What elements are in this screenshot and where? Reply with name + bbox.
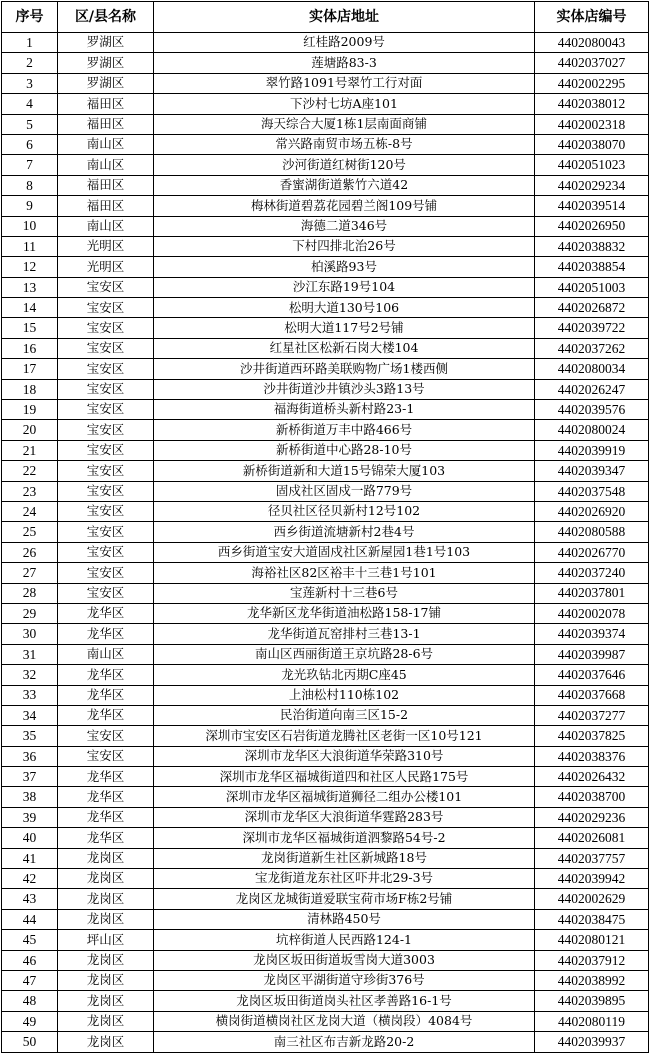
cell-address: 沙井街道沙井镇沙头3路13号 xyxy=(154,379,535,399)
cell-district: 宝安区 xyxy=(58,461,154,481)
cell-index: 7 xyxy=(2,155,58,175)
table-row xyxy=(2,991,649,1011)
cell-district: 福田区 xyxy=(58,175,154,195)
cell-index: 38 xyxy=(2,787,58,807)
table-row xyxy=(2,807,649,827)
cell-address: 深圳市龙华区福城街道泗黎路54号-2 xyxy=(154,828,535,848)
cell-code: 4402029234 xyxy=(535,175,649,195)
header-index: 序号 xyxy=(2,2,58,33)
table-row xyxy=(2,94,649,114)
cell-district: 福田区 xyxy=(58,94,154,114)
table-row xyxy=(2,175,649,195)
cell-code: 4402051023 xyxy=(535,155,649,175)
cell-code: 4402026081 xyxy=(535,828,649,848)
cell-district: 光明区 xyxy=(58,236,154,256)
cell-code: 4402080034 xyxy=(535,359,649,379)
cell-index: 28 xyxy=(2,583,58,603)
cell-code: 4402051003 xyxy=(535,277,649,297)
cell-address: 柏溪路93号 xyxy=(154,257,535,277)
cell-district: 南山区 xyxy=(58,134,154,154)
table-row xyxy=(2,481,649,501)
cell-code: 4402039576 xyxy=(535,400,649,420)
cell-index: 48 xyxy=(2,991,58,1011)
cell-code: 4402080043 xyxy=(535,33,649,53)
cell-index: 49 xyxy=(2,1011,58,1031)
cell-district: 宝安区 xyxy=(58,379,154,399)
cell-index: 33 xyxy=(2,685,58,705)
table-row xyxy=(2,461,649,481)
cell-code: 4402026950 xyxy=(535,216,649,236)
cell-index: 6 xyxy=(2,134,58,154)
cell-district: 宝安区 xyxy=(58,726,154,746)
cell-district: 龙岗区 xyxy=(58,970,154,990)
table-row xyxy=(2,563,649,583)
cell-address: 清林路450号 xyxy=(154,909,535,929)
cell-code: 4402080024 xyxy=(535,420,649,440)
cell-address: 沙河街道红树街120号 xyxy=(154,155,535,175)
cell-address: 沙井街道西环路美联购物广场1楼西侧 xyxy=(154,359,535,379)
table-row xyxy=(2,644,649,664)
cell-district: 宝安区 xyxy=(58,298,154,318)
table-row xyxy=(2,583,649,603)
cell-district: 光明区 xyxy=(58,257,154,277)
cell-code: 4402037548 xyxy=(535,481,649,501)
cell-index: 36 xyxy=(2,746,58,766)
cell-address: 龙岗区坂田街道岗头社区孝善路16-1号 xyxy=(154,991,535,1011)
cell-address: 莲塘路83-3 xyxy=(154,53,535,73)
cell-index: 44 xyxy=(2,909,58,929)
cell-index: 4 xyxy=(2,94,58,114)
table-row xyxy=(2,726,649,746)
cell-district: 宝安区 xyxy=(58,359,154,379)
cell-code: 4402037240 xyxy=(535,563,649,583)
header-row xyxy=(2,2,649,33)
cell-district: 宝安区 xyxy=(58,338,154,358)
table-row xyxy=(2,236,649,256)
cell-district: 龙华区 xyxy=(58,705,154,725)
cell-address: 新桥街道新和大道15号锦荣大厦103 xyxy=(154,461,535,481)
cell-index: 47 xyxy=(2,970,58,990)
cell-district: 龙岗区 xyxy=(58,869,154,889)
cell-index: 42 xyxy=(2,869,58,889)
cell-district: 宝安区 xyxy=(58,440,154,460)
cell-index: 31 xyxy=(2,644,58,664)
table-row xyxy=(2,359,649,379)
cell-code: 4402037757 xyxy=(535,848,649,868)
cell-index: 23 xyxy=(2,481,58,501)
cell-code: 4402039895 xyxy=(535,991,649,1011)
table-row xyxy=(2,970,649,990)
cell-code: 4402080119 xyxy=(535,1011,649,1031)
cell-district: 福田区 xyxy=(58,196,154,216)
cell-address: 固戍社区固戍一路779号 xyxy=(154,481,535,501)
cell-index: 40 xyxy=(2,828,58,848)
cell-code: 4402029236 xyxy=(535,807,649,827)
table-row xyxy=(2,400,649,420)
cell-index: 50 xyxy=(2,1032,58,1053)
cell-index: 19 xyxy=(2,400,58,420)
store-table xyxy=(1,1,649,1053)
table-row xyxy=(2,522,649,542)
cell-code: 4402039722 xyxy=(535,318,649,338)
table-row xyxy=(2,155,649,175)
cell-district: 龙岗区 xyxy=(58,1032,154,1053)
cell-index: 1 xyxy=(2,33,58,53)
cell-index: 25 xyxy=(2,522,58,542)
cell-address: 民治街道向南三区15-2 xyxy=(154,705,535,725)
cell-index: 17 xyxy=(2,359,58,379)
cell-address: 海裕社区82区裕丰十三巷1号101 xyxy=(154,563,535,583)
cell-address: 海德二道346号 xyxy=(154,216,535,236)
table-row xyxy=(2,134,649,154)
table-row xyxy=(2,909,649,929)
cell-district: 宝安区 xyxy=(58,481,154,501)
cell-address: 常兴路南贸市场五栋-8号 xyxy=(154,134,535,154)
cell-district: 宝安区 xyxy=(58,277,154,297)
header-code: 实体店编号 xyxy=(535,2,649,33)
table-row xyxy=(2,828,649,848)
cell-district: 龙华区 xyxy=(58,787,154,807)
cell-index: 2 xyxy=(2,53,58,73)
cell-code: 4402002629 xyxy=(535,889,649,909)
cell-index: 12 xyxy=(2,257,58,277)
table-row xyxy=(2,338,649,358)
cell-index: 37 xyxy=(2,767,58,787)
cell-index: 3 xyxy=(2,73,58,93)
table-row xyxy=(2,705,649,725)
cell-address: 福海街道桥头新村路23-1 xyxy=(154,400,535,420)
cell-address: 宝龙街道龙东社区吓井北29-3号 xyxy=(154,869,535,889)
cell-address: 下沙村七坊A座101 xyxy=(154,94,535,114)
cell-code: 4402038700 xyxy=(535,787,649,807)
cell-district: 宝安区 xyxy=(58,420,154,440)
cell-district: 罗湖区 xyxy=(58,73,154,93)
cell-district: 宝安区 xyxy=(58,583,154,603)
table-row xyxy=(2,889,649,909)
cell-address: 下村四排北治26号 xyxy=(154,236,535,256)
cell-index: 21 xyxy=(2,440,58,460)
table-row xyxy=(2,746,649,766)
table-row xyxy=(2,869,649,889)
cell-code: 4402002078 xyxy=(535,603,649,623)
cell-district: 南山区 xyxy=(58,644,154,664)
cell-index: 11 xyxy=(2,236,58,256)
table-row xyxy=(2,685,649,705)
cell-code: 4402039919 xyxy=(535,440,649,460)
table-body xyxy=(2,33,649,1053)
cell-code: 4402037801 xyxy=(535,583,649,603)
cell-index: 22 xyxy=(2,461,58,481)
cell-district: 龙岗区 xyxy=(58,1011,154,1031)
cell-district: 龙岗区 xyxy=(58,909,154,929)
cell-index: 20 xyxy=(2,420,58,440)
cell-index: 30 xyxy=(2,624,58,644)
cell-address: 新桥街道万丰中路466号 xyxy=(154,420,535,440)
cell-index: 39 xyxy=(2,807,58,827)
cell-index: 35 xyxy=(2,726,58,746)
cell-address: 龙华街道瓦窑排村三巷13-1 xyxy=(154,624,535,644)
cell-code: 4402026247 xyxy=(535,379,649,399)
table-row xyxy=(2,440,649,460)
cell-code: 4402038012 xyxy=(535,94,649,114)
cell-address: 西乡街道宝安大道固戍社区新屋园1巷1号103 xyxy=(154,542,535,562)
header-district: 区/县名称 xyxy=(58,2,154,33)
cell-code: 4402039374 xyxy=(535,624,649,644)
cell-address: 松明大道130号106 xyxy=(154,298,535,318)
cell-index: 29 xyxy=(2,603,58,623)
cell-code: 4402037262 xyxy=(535,338,649,358)
cell-index: 41 xyxy=(2,848,58,868)
cell-address: 深圳市龙华区福城街道狮径二组办公楼101 xyxy=(154,787,535,807)
cell-district: 南山区 xyxy=(58,155,154,175)
cell-address: 龙岗街道新生社区新城路18号 xyxy=(154,848,535,868)
cell-address: 龙岗区坂田街道坂雪岗大道3003 xyxy=(154,950,535,970)
cell-index: 24 xyxy=(2,501,58,521)
cell-index: 8 xyxy=(2,175,58,195)
cell-district: 龙华区 xyxy=(58,665,154,685)
cell-address: 松明大道117号2号铺 xyxy=(154,318,535,338)
cell-code: 4402039942 xyxy=(535,869,649,889)
table-row xyxy=(2,501,649,521)
cell-address: 深圳市龙华区大浪街道华荣路310号 xyxy=(154,746,535,766)
cell-code: 4402039987 xyxy=(535,644,649,664)
table-row xyxy=(2,73,649,93)
cell-district: 龙岗区 xyxy=(58,950,154,970)
cell-address: 西乡街道流塘新村2巷4号 xyxy=(154,522,535,542)
cell-district: 龙岗区 xyxy=(58,848,154,868)
cell-code: 4402038854 xyxy=(535,257,649,277)
cell-address: 海天综合大厦1栋1层南面商铺 xyxy=(154,114,535,134)
cell-district: 坪山区 xyxy=(58,930,154,950)
cell-district: 龙华区 xyxy=(58,828,154,848)
cell-address: 坑梓街道人民西路124-1 xyxy=(154,930,535,950)
cell-code: 4402038376 xyxy=(535,746,649,766)
cell-address: 横岗街道横岗社区龙岗大道（横岗段）4084号 xyxy=(154,1011,535,1031)
table-row xyxy=(2,53,649,73)
cell-code: 4402037027 xyxy=(535,53,649,73)
cell-index: 16 xyxy=(2,338,58,358)
cell-code: 4402037668 xyxy=(535,685,649,705)
cell-address: 龙光玖钻北丙期C座45 xyxy=(154,665,535,685)
cell-district: 罗湖区 xyxy=(58,53,154,73)
cell-code: 4402026432 xyxy=(535,767,649,787)
table-row xyxy=(2,420,649,440)
table-row xyxy=(2,930,649,950)
cell-district: 龙华区 xyxy=(58,624,154,644)
cell-district: 福田区 xyxy=(58,114,154,134)
cell-code: 4402038832 xyxy=(535,236,649,256)
cell-district: 宝安区 xyxy=(58,746,154,766)
cell-district: 龙华区 xyxy=(58,767,154,787)
cell-code: 4402080121 xyxy=(535,930,649,950)
cell-district: 宝安区 xyxy=(58,318,154,338)
table-row xyxy=(2,216,649,236)
cell-index: 15 xyxy=(2,318,58,338)
cell-address: 径贝社区径贝新村12号102 xyxy=(154,501,535,521)
table-row xyxy=(2,603,649,623)
cell-index: 9 xyxy=(2,196,58,216)
cell-address: 南三社区布吉新龙路20-2 xyxy=(154,1032,535,1053)
cell-code: 4402038475 xyxy=(535,909,649,929)
cell-address: 新桥街道中心路28-10号 xyxy=(154,440,535,460)
cell-address: 深圳市龙华区大浪街道华霆路283号 xyxy=(154,807,535,827)
table-row xyxy=(2,257,649,277)
cell-address: 龙华新区龙华街道油松路158-17铺 xyxy=(154,603,535,623)
cell-code: 4402037646 xyxy=(535,665,649,685)
table-row xyxy=(2,767,649,787)
cell-district: 龙岗区 xyxy=(58,889,154,909)
cell-code: 4402026920 xyxy=(535,501,649,521)
table-row xyxy=(2,33,649,53)
table-row xyxy=(2,1011,649,1031)
cell-address: 深圳市龙华区福城街道四和社区人民路175号 xyxy=(154,767,535,787)
table-row xyxy=(2,542,649,562)
table-row xyxy=(2,665,649,685)
cell-address: 红星社区松新石岗大楼104 xyxy=(154,338,535,358)
cell-index: 26 xyxy=(2,542,58,562)
cell-code: 4402026770 xyxy=(535,542,649,562)
cell-address: 南山区西丽街道王京坑路28-6号 xyxy=(154,644,535,664)
cell-address: 上油松村110栋102 xyxy=(154,685,535,705)
cell-code: 4402002318 xyxy=(535,114,649,134)
cell-code: 4402039514 xyxy=(535,196,649,216)
cell-district: 宝安区 xyxy=(58,400,154,420)
table-row xyxy=(2,196,649,216)
table-row xyxy=(2,277,649,297)
cell-code: 4402037277 xyxy=(535,705,649,725)
cell-index: 45 xyxy=(2,930,58,950)
cell-index: 43 xyxy=(2,889,58,909)
cell-code: 4402037912 xyxy=(535,950,649,970)
cell-address: 梅林街道碧荔花园碧兰阁109号铺 xyxy=(154,196,535,216)
cell-index: 18 xyxy=(2,379,58,399)
cell-district: 罗湖区 xyxy=(58,33,154,53)
cell-district: 宝安区 xyxy=(58,501,154,521)
cell-address: 龙岗区平湖街道守珍街376号 xyxy=(154,970,535,990)
cell-address: 红桂路2009号 xyxy=(154,33,535,53)
cell-address: 宝莲新村十三巷6号 xyxy=(154,583,535,603)
cell-address: 深圳市宝安区石岩街道龙腾社区老街一区10号121 xyxy=(154,726,535,746)
cell-code: 4402037825 xyxy=(535,726,649,746)
table-row xyxy=(2,787,649,807)
cell-code: 4402038070 xyxy=(535,134,649,154)
cell-address: 沙江东路19号104 xyxy=(154,277,535,297)
cell-code: 4402080588 xyxy=(535,522,649,542)
cell-index: 32 xyxy=(2,665,58,685)
cell-district: 龙华区 xyxy=(58,685,154,705)
cell-address: 香蜜湖街道紫竹六道42 xyxy=(154,175,535,195)
table-row xyxy=(2,624,649,644)
table-row xyxy=(2,114,649,134)
cell-district: 龙华区 xyxy=(58,603,154,623)
table-row xyxy=(2,950,649,970)
cell-index: 27 xyxy=(2,563,58,583)
cell-index: 14 xyxy=(2,298,58,318)
cell-district: 龙华区 xyxy=(58,807,154,827)
cell-district: 龙岗区 xyxy=(58,991,154,1011)
cell-address: 龙岗区龙城街道爱联宝荷市场F栋2号铺 xyxy=(154,889,535,909)
cell-district: 宝安区 xyxy=(58,563,154,583)
table-header xyxy=(2,2,649,33)
cell-code: 4402038992 xyxy=(535,970,649,990)
cell-index: 13 xyxy=(2,277,58,297)
cell-index: 34 xyxy=(2,705,58,725)
cell-code: 4402026872 xyxy=(535,298,649,318)
cell-address: 翠竹路1091号翠竹工行对面 xyxy=(154,73,535,93)
cell-code: 4402002295 xyxy=(535,73,649,93)
cell-code: 4402039347 xyxy=(535,461,649,481)
cell-index: 10 xyxy=(2,216,58,236)
header-address: 实体店地址 xyxy=(154,2,535,33)
table-row xyxy=(2,1032,649,1053)
cell-index: 46 xyxy=(2,950,58,970)
cell-code: 4402039937 xyxy=(535,1032,649,1053)
cell-district: 南山区 xyxy=(58,216,154,236)
cell-district: 宝安区 xyxy=(58,522,154,542)
table-row xyxy=(2,318,649,338)
table-row xyxy=(2,379,649,399)
table-row xyxy=(2,848,649,868)
table-row xyxy=(2,298,649,318)
cell-district: 宝安区 xyxy=(58,542,154,562)
cell-index: 5 xyxy=(2,114,58,134)
